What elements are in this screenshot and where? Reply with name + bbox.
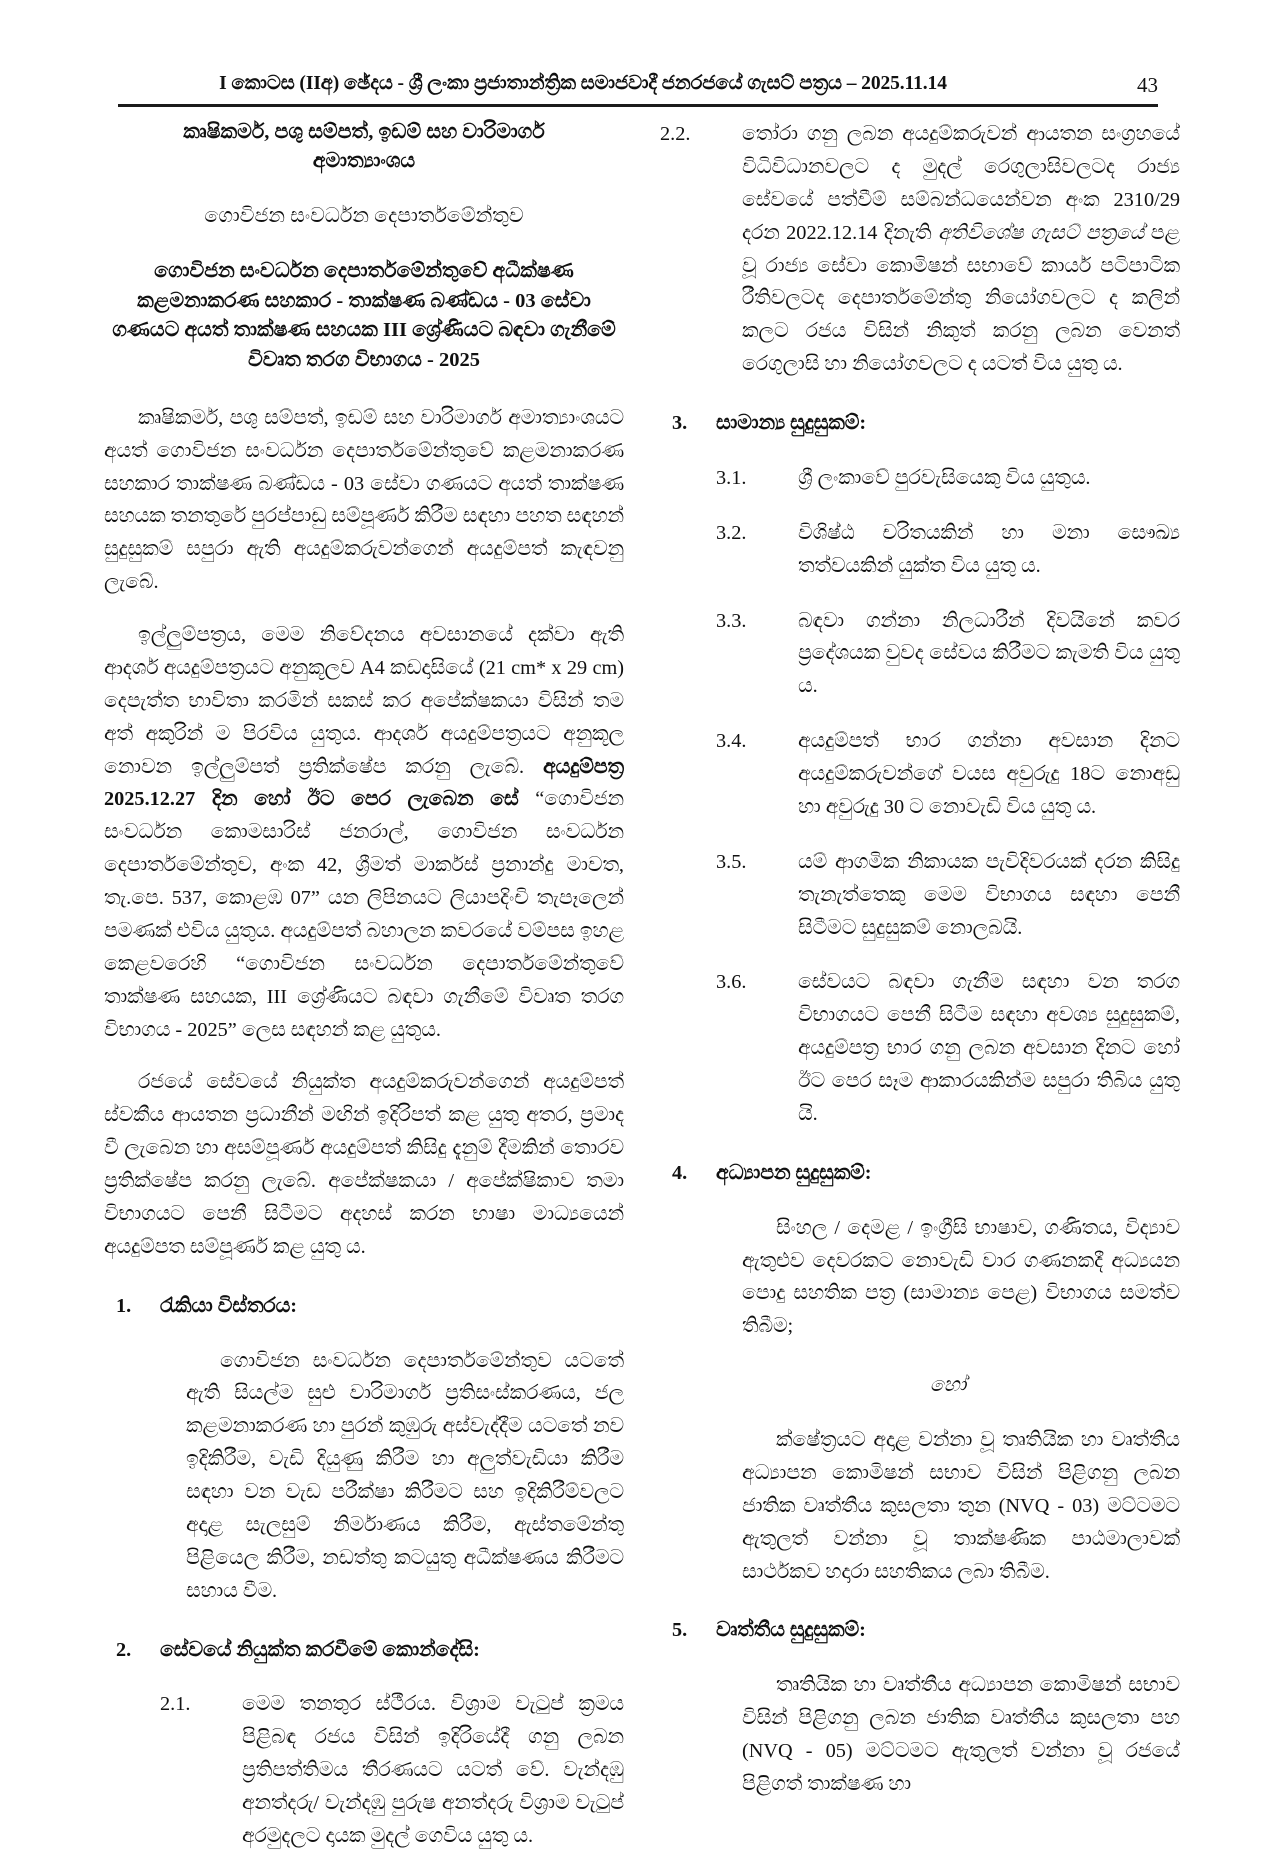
item-2-1 [160, 1688, 624, 1852]
item-3-4 [716, 725, 1180, 824]
ministry-heading: කෘෂිකර්ම, පශු සම්පත්, ඉඩම් සහ වාරිමාර්ග අමාත්‍යාංශය [183, 121, 545, 173]
item-3-2-text: විශිෂ්ඨ චරිතයකින් හා මනා සෞඛ්‍ය තත්වයකින් යුක්ත විය යුතු ය. [798, 521, 1180, 577]
item-2-2-part2: පළ වූ රාජ්‍ය සේවා කොමිෂන් සභාවේ කාර්ය පටිපාටික රීතිවලටද දෙපාර්තමේන්තු නියෝගවලට ද කලින් කලට රජය විසින් නිකුත් කරනු ලබන වෙනත් රෙගුලාසි හා නියෝගවලට ද යටත් විය යුතු ය. [742, 221, 1180, 376]
section-3-heading: සාමාන්‍ය සුදුසුකම්: [716, 412, 867, 434]
intro-paragraph: කෘෂිකර්ම, පශු සම්පත්, ඉඩම් සහ වාරිමාර්ග අමාත්‍යාංශයට අයත් ගොවිජන සංවර්ධන දෙපාර්තමේන්තුවේ කළමනාකරණ සහකාර තාක්ෂණ බණ්ඩය - 03 සේවා ගණයට අයත් තාක්ෂණ සහයක තනතුරේ පුරප්පාඩු සම්පූර්ණ කිරීම සඳහා පහත සඳහන් සුදුසුකම් සපුරා ඇති අයදුම්කරුවන්ගෙන් අයදුම්පත් කැඳවනු ලැබේ. [104, 406, 624, 594]
section-2 [104, 1634, 624, 1853]
section-1-number: 1. [116, 1294, 132, 1317]
header-divider-rule [118, 104, 1158, 107]
item-2-2-part1: තෝරා ගනු ලබන අයදුම්කරුවන් ආයතන සංග්‍රහයේ විධිවිධානවලට ද මුදල් රෙගුලාසිවලටද රාජ්‍ය සේවයේ පත්වීම් සම්බන්ධයෙන්වන අංක 2310/29 දරන 2022.12.14 දිනැති [742, 123, 1180, 244]
application-paragraph-part1: ඉල්ලුම්පත්‍රය, මෙම නිවේදනය අවසානයේ දක්වා ඇති ආදර්ශ අයදුම්පත්‍රයට අනුකූලව A4 කඩදාසියේ (21 cm* x 29 cm) දෙපැත්ත භාවිතා කරමින් සකස් කර අපේක්ෂකයා විසින් තම අත් අකුරින් ම පිරවිය යුතුය. ආදර්ශ අයදුම්පත්‍රයට අනුකූල නොවන ඉල්ලුම්පත් ප්‍රතික්ෂේප කරනු ලැබේ. [104, 624, 624, 778]
item-3-3-text: බඳවා ගන්නා නිලධාරීන් දිවයිනේ කවර ප්‍රදේශයක වුවද සේවය කිරීමට කැමති විය යුතු ය. [798, 609, 1180, 698]
section-5-number: 5. [672, 1619, 688, 1642]
item-3-4-text: අයදුම්පත් භාර ගන්නා අවසාන දිනට අයදුම්කරුවන්ගේ වයස අවුරුදු 18ට නොඅඩු හා අවුරුදු 30 ට නොවැඩි විය යුතු ය. [798, 730, 1180, 818]
item-2-2-text [742, 118, 1180, 381]
item-3-1-number: 3.1. [716, 466, 747, 489]
running-head-title: I කොටස (IIඅ) ඡේදය - ශ්‍රී ලංකා ප්‍රජාතාන්ත්‍රික සමාජවාදී ජනරජයේ ගැසට් පත්‍රය – 2025.11.14 [219, 73, 947, 94]
item-3-2-number: 3.2. [716, 521, 747, 544]
section-3 [660, 407, 1180, 1131]
item-2-2 [660, 118, 1180, 381]
section-2-number: 2. [116, 1638, 132, 1661]
item-3-2 [716, 517, 1180, 583]
item-2-2-gazette-italic: අතිවිශේෂ ගැසට් පත්‍රයේ [937, 221, 1145, 244]
government-employees-paragraph: රජයේ සේවයේ නියුක්ත අයදුම්කරුවන්ගෙන් අයදුම්පත් ස්වකීය ආයතන ප්‍රධානීන් මඟින් ඉදිරිපත් කළ යුතු අතර, ප්‍රමාද වී ලැබෙන හා අසම්පූර්ණ අයදුම්පත් කිසිදු දැනුම් දීමකින් තොරව ප්‍රතික්ෂේප කරනු ලැබේ. අපේක්ෂකයා / අපේක්ෂිකාව තමා විභාගයට පෙනී සිටීමට අදහස් කරන භාෂා මාධ්‍යයෙන් අයදුම්පත සම්පූර්ණ කළ යුතු ය. [104, 1071, 624, 1258]
item-3-1 [716, 462, 1180, 495]
running-head [118, 72, 1158, 106]
item-3-3-number: 3.3. [716, 609, 747, 632]
item-2-1-number: 2.1. [160, 1693, 191, 1716]
section-4-number: 4. [672, 1161, 688, 1184]
application-deadline-bold: අයදුම්පත්‍ර 2025.12.27 දින හෝ ඊට පෙර ලැබෙන සේ [104, 755, 624, 811]
section-3-number: 3. [672, 412, 688, 434]
item-3-4-number: 3.4. [716, 730, 747, 753]
item-3-5-text: යම් ආගමික නිකායක පැවිදිවරයක් දරන කිසිදු තැනැත්තෙකු මෙම විභාගය සඳහා පෙනී සිටීමට සුදුසුකම් නොලබයි. [798, 850, 1180, 939]
section-4 [660, 1157, 1180, 1589]
item-3-6 [716, 966, 1180, 1130]
item-3-6-number: 3.6. [716, 971, 747, 994]
section-1-heading: රැකියා විස්තරය: [160, 1294, 298, 1317]
section-2-heading: සේවයේ නියුක්ත කරවීමේ කොන්දේසි: [160, 1638, 480, 1661]
item-3-5-number: 3.5. [716, 850, 747, 873]
right-column [660, 118, 1180, 1801]
section-4-heading: අධ්‍යාපන සුදුසුකම්: [716, 1161, 872, 1184]
section-5-body: තෘතියික හා වෘත්තීය අධ්‍යාපන කොමිෂන් සභාව විසින් පිළිගනු ලබන ජාතික වෘත්තීය කුසලතා පහ (NVQ - 05) මට්ටමට ඇතුලත් වන්නා වූ රජයේ පිළිගත් තාක්ෂණ හා [742, 1674, 1180, 1795]
item-3-5 [716, 846, 1180, 945]
item-2-1-text: මෙම තනතුර ස්ථීරය. විශ්‍රාම වැටුප් ක්‍රමය පිළිබඳ රජය විසින් ඉදිරියේදී ගනු ලබන ප්‍රතිපත්තිමය තීරණයට යටත් වේ. වැන්දඹු අනත්දරු/ වැන්දඹු පුරුෂ අනත්දරු විශ්‍රාම වැටුප් අරමුදලට දායක මුදල් ගෙවිය යුතු ය. [242, 1693, 624, 1847]
application-paragraph [104, 619, 624, 1046]
item-3-1-text: ශ්‍රී ලංකාවේ පුරවැසියෙකු විය යුතුය. [798, 466, 1091, 489]
item-2-2-number: 2.2. [660, 123, 691, 145]
item-3-3 [716, 605, 1180, 704]
item-3-6-text: සේවයට බඳවා ගැනීම සඳහා වන තරග විභාගයට පෙනී සිටීම සඳහා අවශ්‍ය සුදුසුකම්, අයදුම්පත්‍ර භාර ගනු ලබන අවසාන දිනට හෝ ඊට පෙර සෑම ආකාරයකින්ම සපුරා තිබිය යුතු යි. [798, 971, 1180, 1125]
section-5-heading: වෘත්තීය සුදුසුකම්: [716, 1619, 866, 1642]
department-heading: ගොවිජන සංවර්ධන දෙපාර්තමේන්තුව [204, 205, 524, 228]
section-4-body-1: සිංහල / දෙමළ / ඉංග්‍රීසි භාෂාව, ගණිතය, විද්‍යාව ඇතුළුව දෙවරකට නොවැඩි වාර ගණනකදී අධ්‍යයන පොදු සහතික පත්‍ර (සාමාන්‍ය පෙළ) විභාගය සමත්ව තිබීම; [742, 1216, 1180, 1338]
section-1-body: ගොවිජන සංවර්ධන දෙපාර්තමේන්තුව යටතේ ඇති සියල්ම සුළු වාරිමාර්ග ප්‍රතිසංස්කරණය, ජල කළමනාකරණ හා පුරන් කුඹුරු අස්වැද්දීම යටතේ නව ඉදිකිරීම, වැඩි දියුණු කිරීම හා අලුත්වැඩියා කිරීම සඳහා වන වැඩ පරීක්ෂා කිරීමට සහ ඉදිකිරීම්වලට අදාළ සැලසුම් නිර්මාණය කිරීම, ඇස්තමේන්තු පිළියෙල කිරීම, නඩත්තු කටයුතු අධීක්ෂණය කිරීමට සහාය වීම. [186, 1349, 624, 1602]
application-paragraph-part2: “ගොවිජන සංවර්ධන කොමසාරිස් ජනරාල්, ගොවිජන සංවර්ධන දෙපාර්තමේන්තුව, අංක 42, ශ්‍රීමත් මාර්කස් ප්‍රනාන්දු මාවත, තැ.පෙ. 537, කොළඹ 07” යන ලිපිනයට ලියාපදිංචි තැපෑලෙන් පමණක් එවිය යුතුය. අයදුම්පත් බහාලන කවරයේ වම්පස ඉහළ කෙළවරෙහි “ගොවිජන සංවර්ධන දෙපාර්තමේන්තුවේ තාක්ෂණ සහයක, III ශ්‍රේණියට බඳවා ගැනීමේ විවෘත තරග විභාගය - 2025” ලෙස සඳහන් කළ යුතුය. [104, 788, 624, 1041]
section-4-or-label: හෝ [929, 1374, 967, 1397]
section-5 [660, 1614, 1180, 1800]
section-1 [104, 1290, 624, 1608]
page-number: 43 [1137, 73, 1158, 97]
exam-title-heading: ගොවිජන සංවර්ධන දෙපාර්තමේන්තුවේ අධීක්ෂණ කළමනාකරණ සහකාර - තාක්ෂණ බණ්ඩය - 03 සේවා ගණයට අයත් තාක්ෂණ සහයක III ශ්‍රේණියට බඳවා ගැනීමේ විවෘත තරග විභාගය - 2025 [112, 259, 616, 372]
left-column [104, 118, 624, 1853]
section-4-body-2: ක්ෂේත්‍රයට අදාළ වන්නා වූ තෘතියික හා වෘත්තීය අධ්‍යාපන කොමිෂන් සභාව විසින් පිළිගනු ලබන ජාතික වෘත්තීය කුසලතා තුන (NVQ - 03) මට්ටමට ඇතුලත් වන්නා වූ තාක්ෂණික පාඨමාලාවක් සාර්ථකව හදාරා සහතිකය ලබා තිබීම. [742, 1429, 1180, 1583]
